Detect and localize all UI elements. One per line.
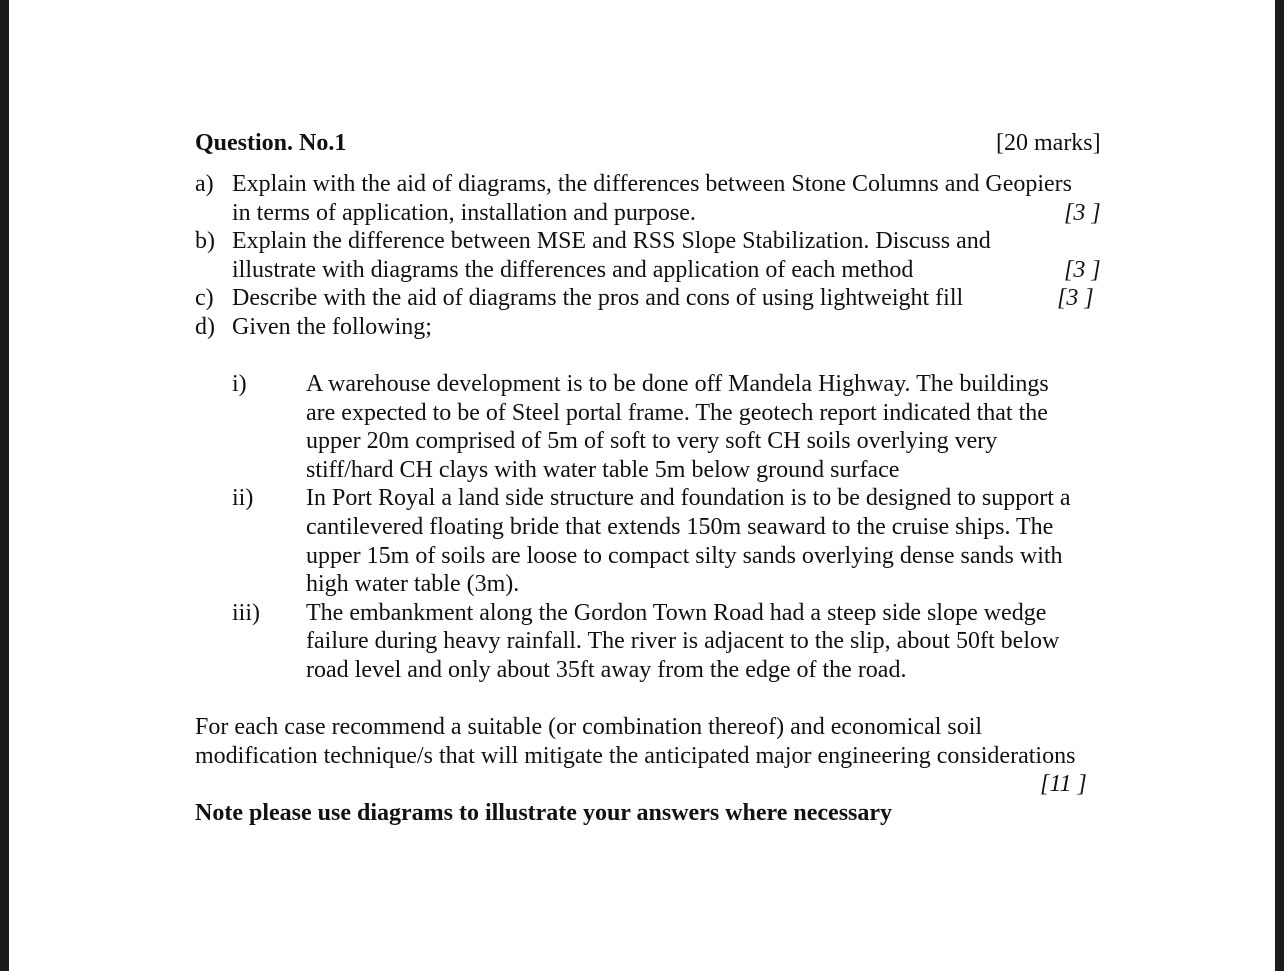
part-text-line: Explain with the aid of diagrams, the differences between Stone Columns and Geopiers [232, 171, 1072, 197]
case-text-line: failure during heavy rainfall. The river is adjacent to the slip, about 50ft below [306, 628, 1060, 654]
page-edge-left [0, 0, 9, 971]
question-title: Question. No.1 [195, 130, 347, 156]
case-text-line: stiff/hard CH clays with water table 5m below ground surface [306, 457, 900, 483]
case-text-line: cantilevered floating bride that extends 150m seaward to the cruise ships. The [306, 514, 1054, 540]
case-text-line: high water table (3m). [306, 571, 520, 597]
case-numeral: iii) [232, 600, 260, 626]
page-edge-right [1275, 0, 1284, 971]
part-text-line: in terms of application, installation and purpose. [232, 200, 696, 226]
part-letter: b) [195, 228, 215, 254]
part-text-line: illustrate with diagrams the differences and application of each method [232, 257, 914, 283]
total-marks: [20 marks] [996, 130, 1101, 156]
part-marks: [3 ] [1064, 200, 1101, 226]
case-numeral: ii) [232, 485, 254, 511]
part-text-line: Given the following; [232, 314, 432, 340]
part-letter: c) [195, 285, 214, 311]
recommendation-marks: [11 ] [1040, 771, 1087, 797]
case-text-line: are expected to be of Steel portal frame. The geotech report indicated that the [306, 400, 1048, 426]
recommendation-line: modification technique/s that will mitigate the anticipated major engineering considerations [195, 743, 1076, 769]
part-letter: d) [195, 314, 215, 340]
part-text-line: Explain the difference between MSE and RSS Slope Stabilization. Discuss and [232, 228, 991, 254]
case-text-line: In Port Royal a land side structure and foundation is to be designed to support a [306, 485, 1071, 511]
case-text-line: road level and only about 35ft away from the edge of the road. [306, 657, 907, 683]
recommendation-line: For each case recommend a suitable (or combination thereof) and economical soil [195, 714, 983, 740]
part-text-line: Describe with the aid of diagrams the pros and cons of using lightweight fill [232, 285, 964, 311]
case-numeral: i) [232, 371, 247, 397]
case-text-line: A warehouse development is to be done off Mandela Highway. The buildings [306, 371, 1049, 397]
part-marks: [3 ] [1057, 285, 1094, 311]
note-text: Note please use diagrams to illustrate your answers where necessary [195, 800, 893, 826]
case-text-line: The embankment along the Gordon Town Road had a steep side slope wedge [306, 600, 1047, 626]
part-letter: a) [195, 171, 214, 197]
case-text-line: upper 15m of soils are loose to compact silty sands overlying dense sands with [306, 543, 1063, 569]
case-text-line: upper 20m comprised of 5m of soft to very soft CH soils overlying very [306, 428, 998, 454]
part-marks: [3 ] [1064, 257, 1101, 283]
